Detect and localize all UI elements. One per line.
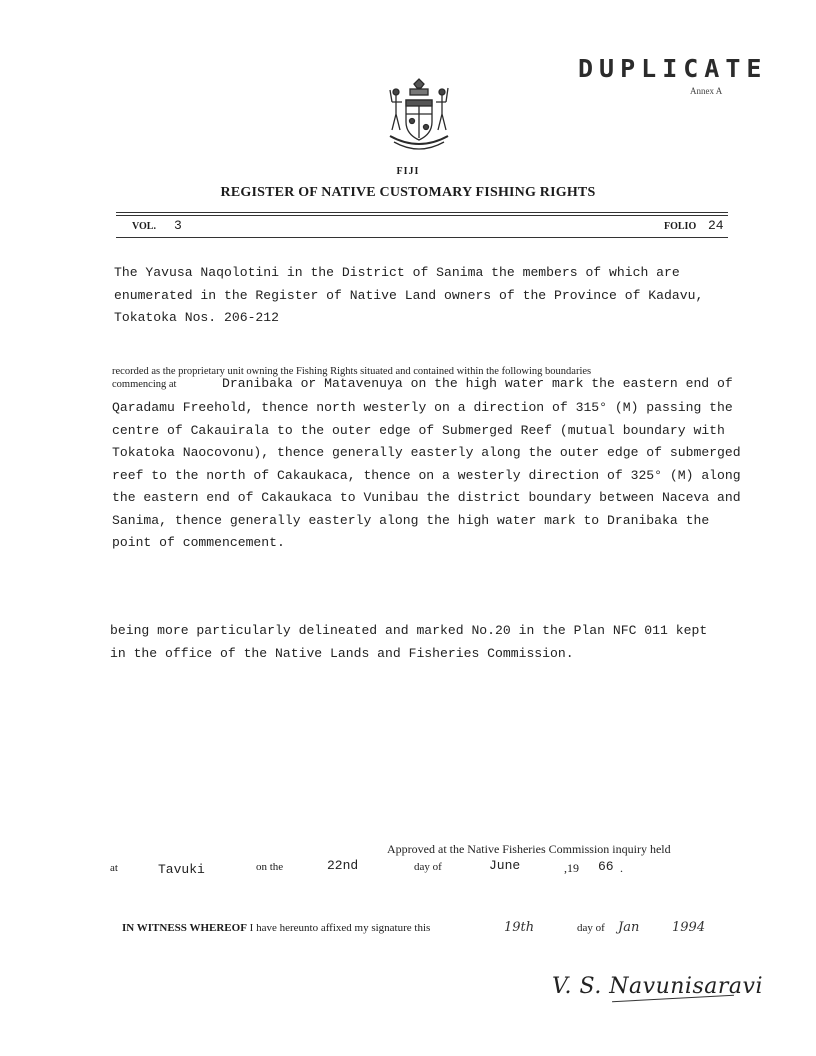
witness-month: Jan [618,920,640,935]
year-prefix: ,19 [564,861,579,875]
boundary-line: the eastern end of Cakaukaca to Vunibau the district boundary between Naceva and [112,490,741,505]
day-of-label: day of [414,861,442,873]
at-label: at [110,862,118,874]
on-the-label: on the [256,861,284,873]
delineation-paragraph [110,620,726,665]
boundary-first-line: Dranibaka or Matavenuya on the high water mark the eastern end of [222,376,733,391]
approval-period: . [620,861,623,875]
witness-year: 1994 [672,920,706,935]
approval-place: Tavuki [158,862,205,877]
approval-day: 22nd [327,858,359,873]
coat-of-arms-icon [386,78,452,156]
approval-text: Approved at the Native Fisheries Commission inquiry held [387,842,671,856]
witness-day: 19th [504,920,535,935]
folio-value: 24 [708,218,724,233]
duplicate-stamp: DUPLICATE [578,54,768,83]
owners-line: The Yavusa Naqolotini in the District of Sanima the members of which are [114,265,680,280]
boundary-line: point of commencement. [112,535,285,550]
boundary-line: Tokatoka Naocovonu), thence generally easterly along the outer edge of submerged [112,445,741,460]
signature: V. S. Navunisaravi [552,974,763,999]
approval-month: June [489,858,521,873]
country-label: FIJI [396,166,420,177]
delineation-line: being more particularly delineated and marked No.20 in the Plan NFC 011 kept [110,623,708,638]
witness-text-content: IN WITNESS WHEREOF I have hereunto affixed my signature this [122,922,431,934]
folio-label: FOLIO [664,221,697,232]
boundary-line: Qaradamu Freehold, thence north westerly on a direction of 315° (M) passing the [112,400,733,415]
witness-day-of-label: day of [577,922,605,934]
approval-year: 66 [598,859,614,874]
owners-line: Tokatoka Nos. 206-212 [114,310,280,325]
annex-label: Annex A [690,86,723,96]
delineation-line: in the office of the Native Lands and Fisheries Commission. [110,645,574,661]
vol-label: VOL. [132,221,156,232]
header-rule-top [116,212,728,213]
owners-paragraph [114,262,730,330]
header-rule-bottom [116,237,728,238]
commencing-label: commencing at [112,379,177,390]
header-rule-top-inner [116,215,728,216]
boundary-line: reef to the north of Cakaukaca, thence on a westerly direction of 325° (M) along [112,467,741,483]
boundary-line: centre of Cakauirala to the outer edge of Submerged Reef (mutual boundary with [112,422,725,438]
boundary-paragraph [112,397,741,555]
boundary-line: Sanima, thence generally easterly along the high water mark to Dranibaka the [112,512,710,528]
boundary-intro-line: recorded as the proprietary unit owning the Fishing Rights situated and contained within the following boundaries [112,366,592,377]
owners-line: enumerated in the Register of Native Land owners of the Province of Kadavu, [114,287,704,303]
register-title: REGISTER OF NATIVE CUSTOMARY FISHING RIGHTS [220,185,596,200]
vol-value: 3 [174,218,182,233]
witness-text [122,922,430,934]
